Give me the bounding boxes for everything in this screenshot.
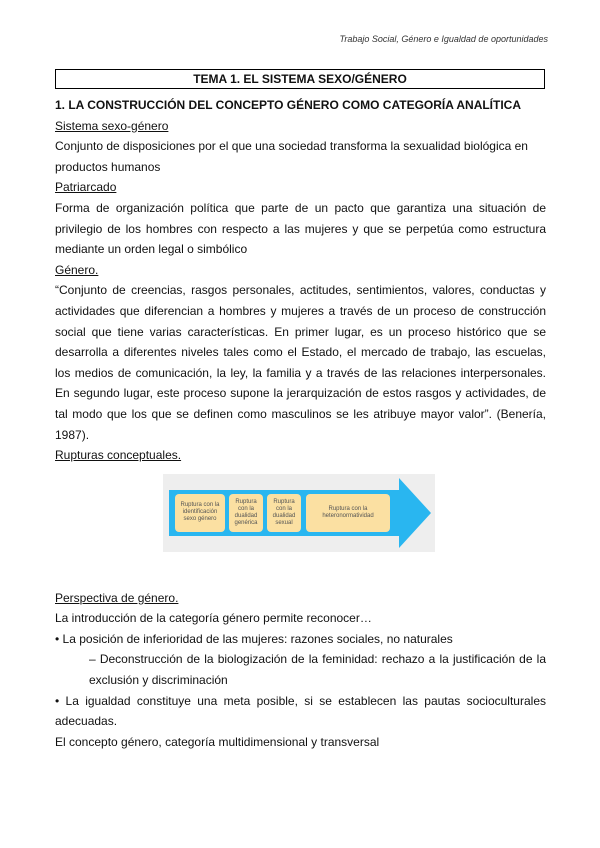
rupturas-diagram <box>163 474 435 552</box>
perspectiva-subbullet: – Deconstrucción de la biologización de la feminidad: rechazo a la justificación de la exclusión y discriminación <box>89 652 546 688</box>
perspectiva-closing: El concepto género, categoría multidimensional y transversal <box>55 734 380 749</box>
sistema-text: Conjunto de disposiciones por el que una sociedad transforma la sexualidad biológica en productos humanos <box>55 139 528 174</box>
section-heading: 1. LA CONSTRUCCIÓN DEL CONCEPTO GÉNERO COMO CATEGORÍA ANALÍTICA <box>55 98 522 112</box>
perspectiva-intro: La introducción de la categoría género permite reconocer… <box>55 611 372 626</box>
ruptura-box-1: Ruptura con la identificación sexo género <box>175 494 225 532</box>
sistema-heading: Sistema sexo-género <box>55 118 169 133</box>
topic-title: TEMA 1. EL SISTEMA SEXO/GÉNERO <box>55 69 545 89</box>
patriarcado-text: Forma de organización política que parte de un pacto que garantiza una situación de privilegio de los hombres con respecto a las mujeres y que se perpetúa como estructura mediante un orden legal o simbólico <box>55 200 546 257</box>
running-header: Trabajo Social, Género e Igualdad de oportunidades <box>339 34 548 44</box>
genero-heading: Género. <box>55 262 99 277</box>
ruptura-box-2: Ruptura con la dualidad genérica <box>229 494 263 532</box>
perspectiva-bullet-2: • La igualdad constituye una meta posible, si se establecen las pautas socioculturales adecuadas. <box>55 693 546 729</box>
document-body <box>55 95 546 752</box>
perspectiva-bullet-1: • La posición de inferioridad de las mujeres: razones sociales, no naturales <box>55 631 453 646</box>
perspectiva-heading: Perspectiva de género. <box>55 590 179 605</box>
genero-text: “Conjunto de creencias, rasgos personales, actitudes, sentimientos, valores, conductas y actividades que diferencian a hombres y mujeres a través de un proceso de construcción social que tiene varias características. En primer lugar, es un proceso histórico que se desarrolla a diferentes niveles tales como el Estado, el mercado de trabajo, las escuelas, los medios de comunicación, la ley, la familia y a través de las relaciones interpersonales. En segundo lugar, este proceso supone la jerarquización de estos rasgos y actividades, de tal modo que los que se definen como masculinos se les atribuye mayor valor”. (Benería, 1987). <box>55 283 546 442</box>
ruptura-box-4: Ruptura con la heteronormatividad <box>306 494 390 532</box>
rupturas-heading: Rupturas conceptuales. <box>55 448 182 463</box>
patriarcado-heading: Patriarcado <box>55 180 117 195</box>
ruptura-box-3: Ruptura con la dualidad sexual <box>267 494 301 532</box>
